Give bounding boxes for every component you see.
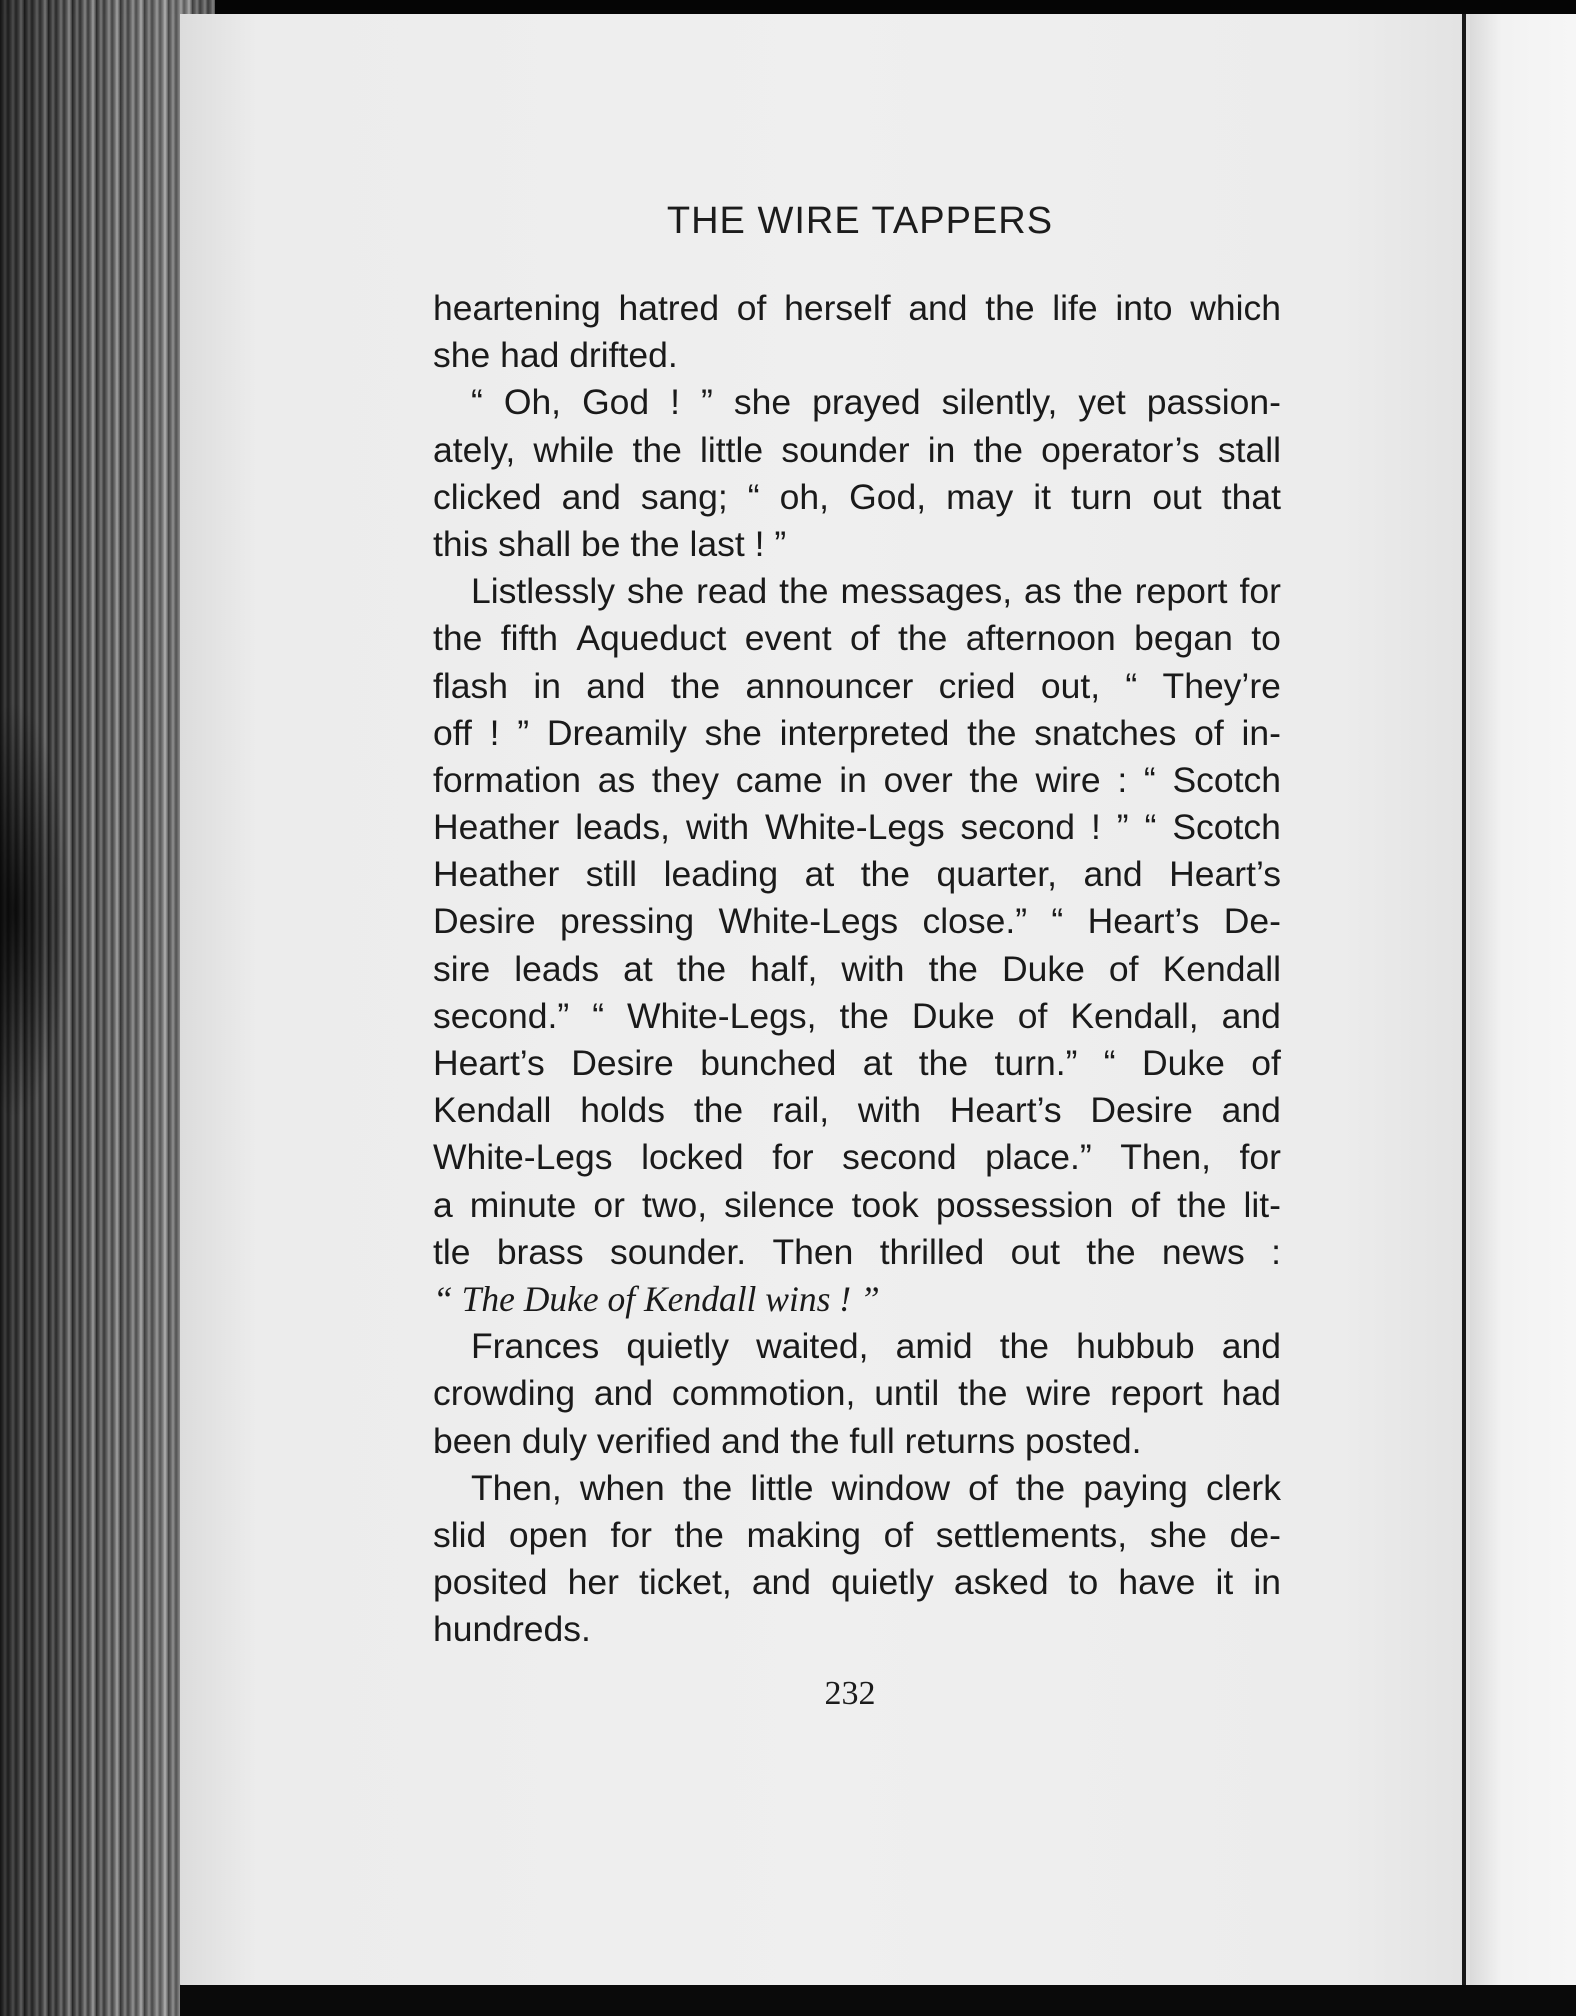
text-line: hundreds. [433, 1609, 591, 1650]
gutter-line [1462, 14, 1466, 1994]
running-head: THE WIRE TAPPERS [666, 200, 1054, 242]
paragraph [433, 1465, 1281, 1654]
text-line: this shall be the last ! ” [433, 523, 787, 564]
text-line: second.” “ White-Legs, the Duke of Kendall, and [433, 995, 1281, 1036]
text-line: Heather still leading at the quarter, and Heart’s [433, 854, 1281, 895]
text-line: flash in and the announcer cried out, “ They’re [433, 665, 1281, 706]
page-number: 232 [824, 1675, 876, 1712]
top-edge [0, 0, 1576, 14]
text-line: White-Legs locked for second place.” Then, for [433, 1137, 1281, 1178]
text-line: “ The Duke of Kendall wins ! ” [433, 1278, 880, 1319]
text-line: Heather leads, with White-Legs second ! ” “ Scotch [433, 807, 1281, 848]
text-line: off ! ” Dreamily she interpreted the snatches of in- [433, 712, 1281, 753]
text-line: Heart’s Desire bunched at the turn.” “ Duke of [433, 1043, 1281, 1083]
text-line: slid open for the making of settlements, she de- [433, 1514, 1281, 1555]
paragraph [433, 285, 1281, 379]
text-line: been duly verified and the full returns posted. [433, 1420, 1142, 1461]
facing-page-edge [1470, 14, 1576, 2016]
text-line: the fifth Aqueduct event of the afternoon began to [433, 618, 1281, 659]
text-line: formation as they came in over the wire : “ Scotch [433, 759, 1281, 800]
bottom-edge [180, 1985, 1576, 2016]
text-line: Frances quietly waited, amid the hubbub and [471, 1326, 1281, 1367]
text-line: posited her ticket, and quietly asked to have it in [433, 1562, 1281, 1603]
text-line: heartening hatred of herself and the life into which [433, 288, 1281, 328]
paragraph [433, 1323, 1281, 1465]
edge-shadow [0, 700, 70, 1120]
text-line: clicked and sang; “ oh, God, may it turn out that [433, 476, 1281, 517]
paragraph [433, 379, 1281, 568]
text-line: sire leads at the half, with the Duke of Kendall [433, 948, 1281, 989]
text-line: Desire pressing White-Legs close.” “ Heart’s De- [433, 901, 1281, 942]
text-line: she had drifted. [433, 335, 678, 376]
text-line: ately, while the little sounder in the operator’s stall [433, 429, 1281, 470]
text-line: Listlessly she read the messages, as the report for [471, 571, 1281, 612]
body-text [433, 285, 1281, 1653]
text-line: Kendall holds the rail, with Heart’s Desire and [433, 1090, 1281, 1131]
text-line: crowding and commotion, until the wire report had [433, 1373, 1281, 1414]
paragraph [433, 568, 1281, 1323]
text-line: tle brass sounder. Then thrilled out the news : [433, 1231, 1281, 1272]
text-line: a minute or two, silence took possession of the lit- [433, 1184, 1281, 1225]
text-line: Then, when the little window of the paying clerk [471, 1467, 1281, 1508]
text-line: “ Oh, God ! ” she prayed silently, yet passion- [471, 382, 1281, 423]
